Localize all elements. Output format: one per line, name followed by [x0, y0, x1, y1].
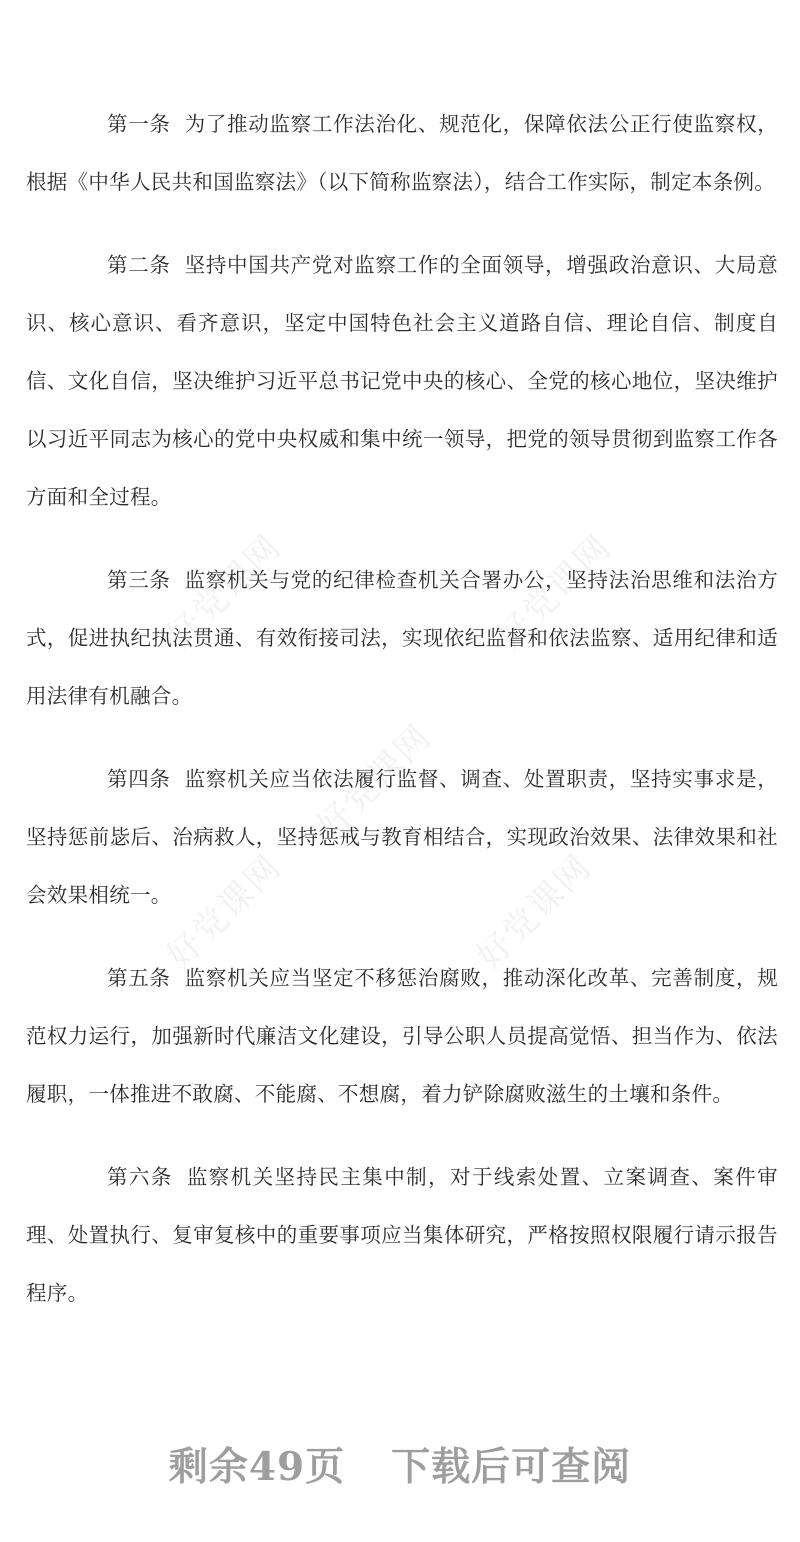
- article-number: 第四条: [107, 767, 171, 791]
- watermark-5: 好党课网: [469, 846, 600, 978]
- remaining-pages-label: 剩余49页: [168, 1444, 346, 1490]
- download-to-view-label[interactable]: 下载后可查阅: [391, 1444, 632, 1490]
- article-number: 第三条: [107, 568, 171, 592]
- article-3: [26, 551, 778, 725]
- article-number: 第二条: [107, 253, 171, 277]
- article-2: [26, 236, 778, 526]
- article-text: 监察机关应当坚定不移惩治腐败，推动深化改革、完善制度，规范权力运行，加强新时代廉洁文化建设，引导公职人员提高觉悟、担当作为、依法履职，一体推进不敢腐、不能腐、不想腐，着力铲除腐败滋生的土壤和条件。: [26, 966, 778, 1106]
- article-text: 监察机关应当依法履行监督、调查、处置职责，坚持实事求是，坚持惩前毖后、治病救人，坚持惩戒与教育相结合，实现政治效果、法律效果和社会效果相统一。: [26, 767, 778, 907]
- article-5: [26, 949, 778, 1123]
- watermark-4: 好党课网: [159, 846, 290, 978]
- document-body: [26, 95, 778, 1347]
- article-text: 坚持中国共产党对监察工作的全面领导，增强政治意识、大局意识、核心意识、看齐意识，坚定中国特色社会主义道路自信、理论自信、制度自信、文化自信，坚决维护习近平总书记党中央的核心、全党的核心地位，坚决维护以习近平同志为核心的党中央权威和集中统一领导，把党的领导贯彻到监察工作各方面和全过程。: [26, 253, 778, 509]
- article-text: 监察机关与党的纪律检查机关合署办公，坚持法治思维和法治方式，促进执纪执法贯通、有效衔接司法，实现依纪监督和依法监察、适用纪律和适用法律有机融合。: [26, 568, 778, 708]
- article-4: [26, 750, 778, 924]
- article-text: 为了推动监察工作法治化、规范化，保障依法公正行使监察权，根据《中华人民共和国监察法》（以下简称监察法），结合工作实际，制定本条例。: [26, 112, 778, 194]
- article-1: [26, 95, 778, 211]
- article-text: 监察机关坚持民主集中制，对于线索处置、立案调查、案件审理、处置执行、复审复核中的重要事项应当集体研究，严格按照权限履行请示报告程序。: [26, 1165, 778, 1305]
- article-number: 第五条: [107, 966, 171, 990]
- download-prompt[interactable]: [0, 1436, 800, 1492]
- article-number: 第一条: [107, 112, 171, 136]
- watermark-2: 好党课网: [489, 526, 620, 658]
- article-number: 第六条: [107, 1165, 173, 1189]
- article-6: [26, 1148, 778, 1322]
- watermark-1: 好党课网: [159, 526, 290, 658]
- watermark-3: 好党课网: [309, 716, 440, 848]
